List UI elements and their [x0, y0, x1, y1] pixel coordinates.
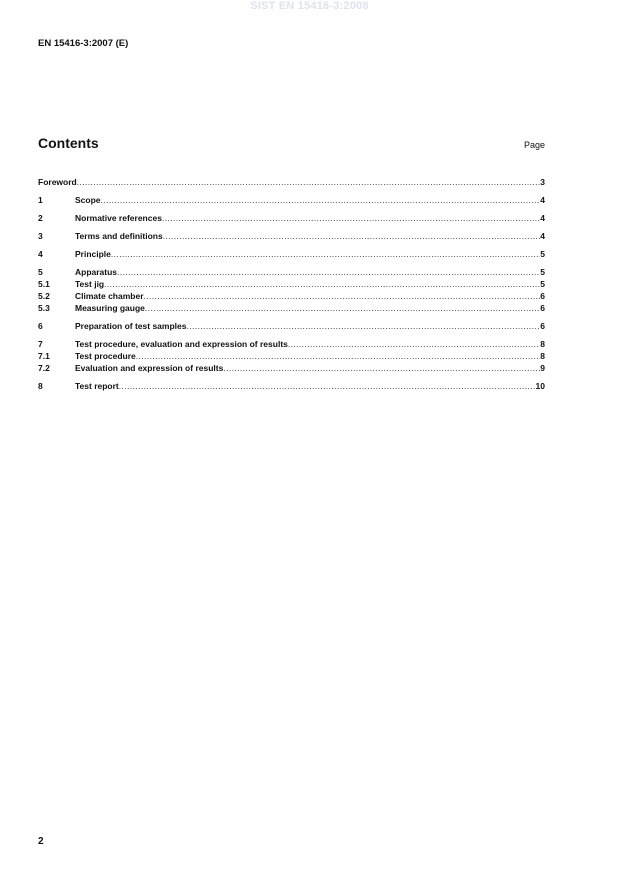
toc-entry-number: 5: [38, 267, 43, 277]
toc-entry-test-procedure-evaluation[interactable]: [38, 338, 545, 350]
dot-leader: [144, 290, 541, 302]
toc-entry-page: 3: [540, 177, 545, 187]
contents-heading: Contents: [38, 135, 99, 151]
toc-entry-title: Terms and definitions: [75, 231, 163, 241]
toc-entry-title: Test procedure: [75, 351, 136, 361]
dot-leader: [145, 302, 540, 314]
toc-entry-page: 10: [535, 381, 545, 391]
watermark: SIST EN 15416-3:2008: [250, 0, 369, 12]
toc-entry-page: 6: [540, 321, 545, 331]
dot-leader: [119, 380, 536, 392]
toc-entry-apparatus[interactable]: [38, 266, 545, 278]
toc-entry-number: 2: [38, 213, 43, 223]
page-column-label: Page: [523, 140, 545, 150]
toc-entry-page: 5: [540, 249, 545, 259]
toc-entry-title: Scope: [75, 195, 101, 205]
toc-entry-number: 7.1: [38, 351, 50, 361]
dot-leader: [111, 248, 540, 260]
toc-entry-climate-chamber[interactable]: [38, 290, 545, 302]
toc-entry-measuring-gauge[interactable]: [38, 302, 545, 314]
toc-entry-terms-and-definitions[interactable]: [38, 230, 545, 242]
toc-entry-number: 5.1: [38, 279, 50, 289]
toc-entry-number: 8: [38, 381, 43, 391]
dot-leader: [186, 320, 540, 332]
dot-leader: [288, 338, 540, 350]
toc-entry-evaluation-and-expression[interactable]: [38, 362, 545, 374]
toc-entry-page: 5: [540, 279, 545, 289]
dot-leader: [223, 362, 540, 374]
toc-entry-title: Foreword: [38, 177, 77, 187]
toc-entry-page: 4: [540, 195, 545, 205]
page-number: 2: [38, 836, 44, 847]
toc-entry-number: 6: [38, 321, 43, 331]
dot-leader: [163, 230, 541, 242]
toc-entry-page: 6: [540, 291, 545, 301]
dot-leader: [117, 266, 540, 278]
toc-entry-normative-references[interactable]: [38, 212, 545, 224]
dot-leader: [77, 176, 541, 188]
toc-entry-title: Normative references: [75, 213, 162, 223]
toc-entry-test-report[interactable]: [38, 380, 545, 392]
toc-entry-title: Principle: [75, 249, 111, 259]
table-of-contents: [38, 176, 545, 392]
toc-entry-number: 5.2: [38, 291, 50, 301]
toc-entry-scope[interactable]: [38, 194, 545, 206]
dot-leader: [104, 278, 540, 290]
toc-entry-number: 4: [38, 249, 43, 259]
toc-entry-preparation-of-test-samples[interactable]: [38, 320, 545, 332]
dot-leader: [101, 194, 541, 206]
toc-entry-page: 4: [540, 231, 545, 241]
document-id: EN 15416-3:2007 (E): [38, 38, 129, 49]
toc-entry-foreword[interactable]: [38, 176, 545, 188]
dot-leader: [162, 212, 540, 224]
toc-entry-page: 9: [540, 363, 545, 373]
toc-entry-title: Test jig: [75, 279, 105, 289]
toc-entry-title: Test procedure, evaluation and expression of results: [75, 339, 288, 349]
toc-entry-number: 5.3: [38, 303, 50, 313]
dot-leader: [136, 350, 540, 362]
toc-entry-title: Measuring gauge: [75, 303, 145, 313]
toc-entry-title: Test report: [75, 381, 119, 391]
toc-entry-page: 5: [540, 267, 545, 277]
toc-entry-title: Apparatus: [75, 267, 118, 277]
toc-entry-number: 3: [38, 231, 43, 241]
toc-entry-title: Climate chamber: [75, 291, 144, 301]
toc-entry-test-jig[interactable]: [38, 278, 545, 290]
toc-entry-number: 1: [38, 195, 43, 205]
toc-entry-title: Preparation of test samples: [75, 321, 187, 331]
toc-entry-principle[interactable]: [38, 248, 545, 260]
toc-entry-title: Evaluation and expression of results: [75, 363, 224, 373]
toc-entry-number: 7.2: [38, 363, 50, 373]
toc-entry-page: 6: [540, 303, 545, 313]
toc-entry-test-procedure[interactable]: [38, 350, 545, 362]
toc-entry-page: 4: [540, 213, 545, 223]
toc-entry-page: 8: [540, 339, 545, 349]
toc-entry-page: 8: [540, 351, 545, 361]
toc-entry-number: 7: [38, 339, 43, 349]
